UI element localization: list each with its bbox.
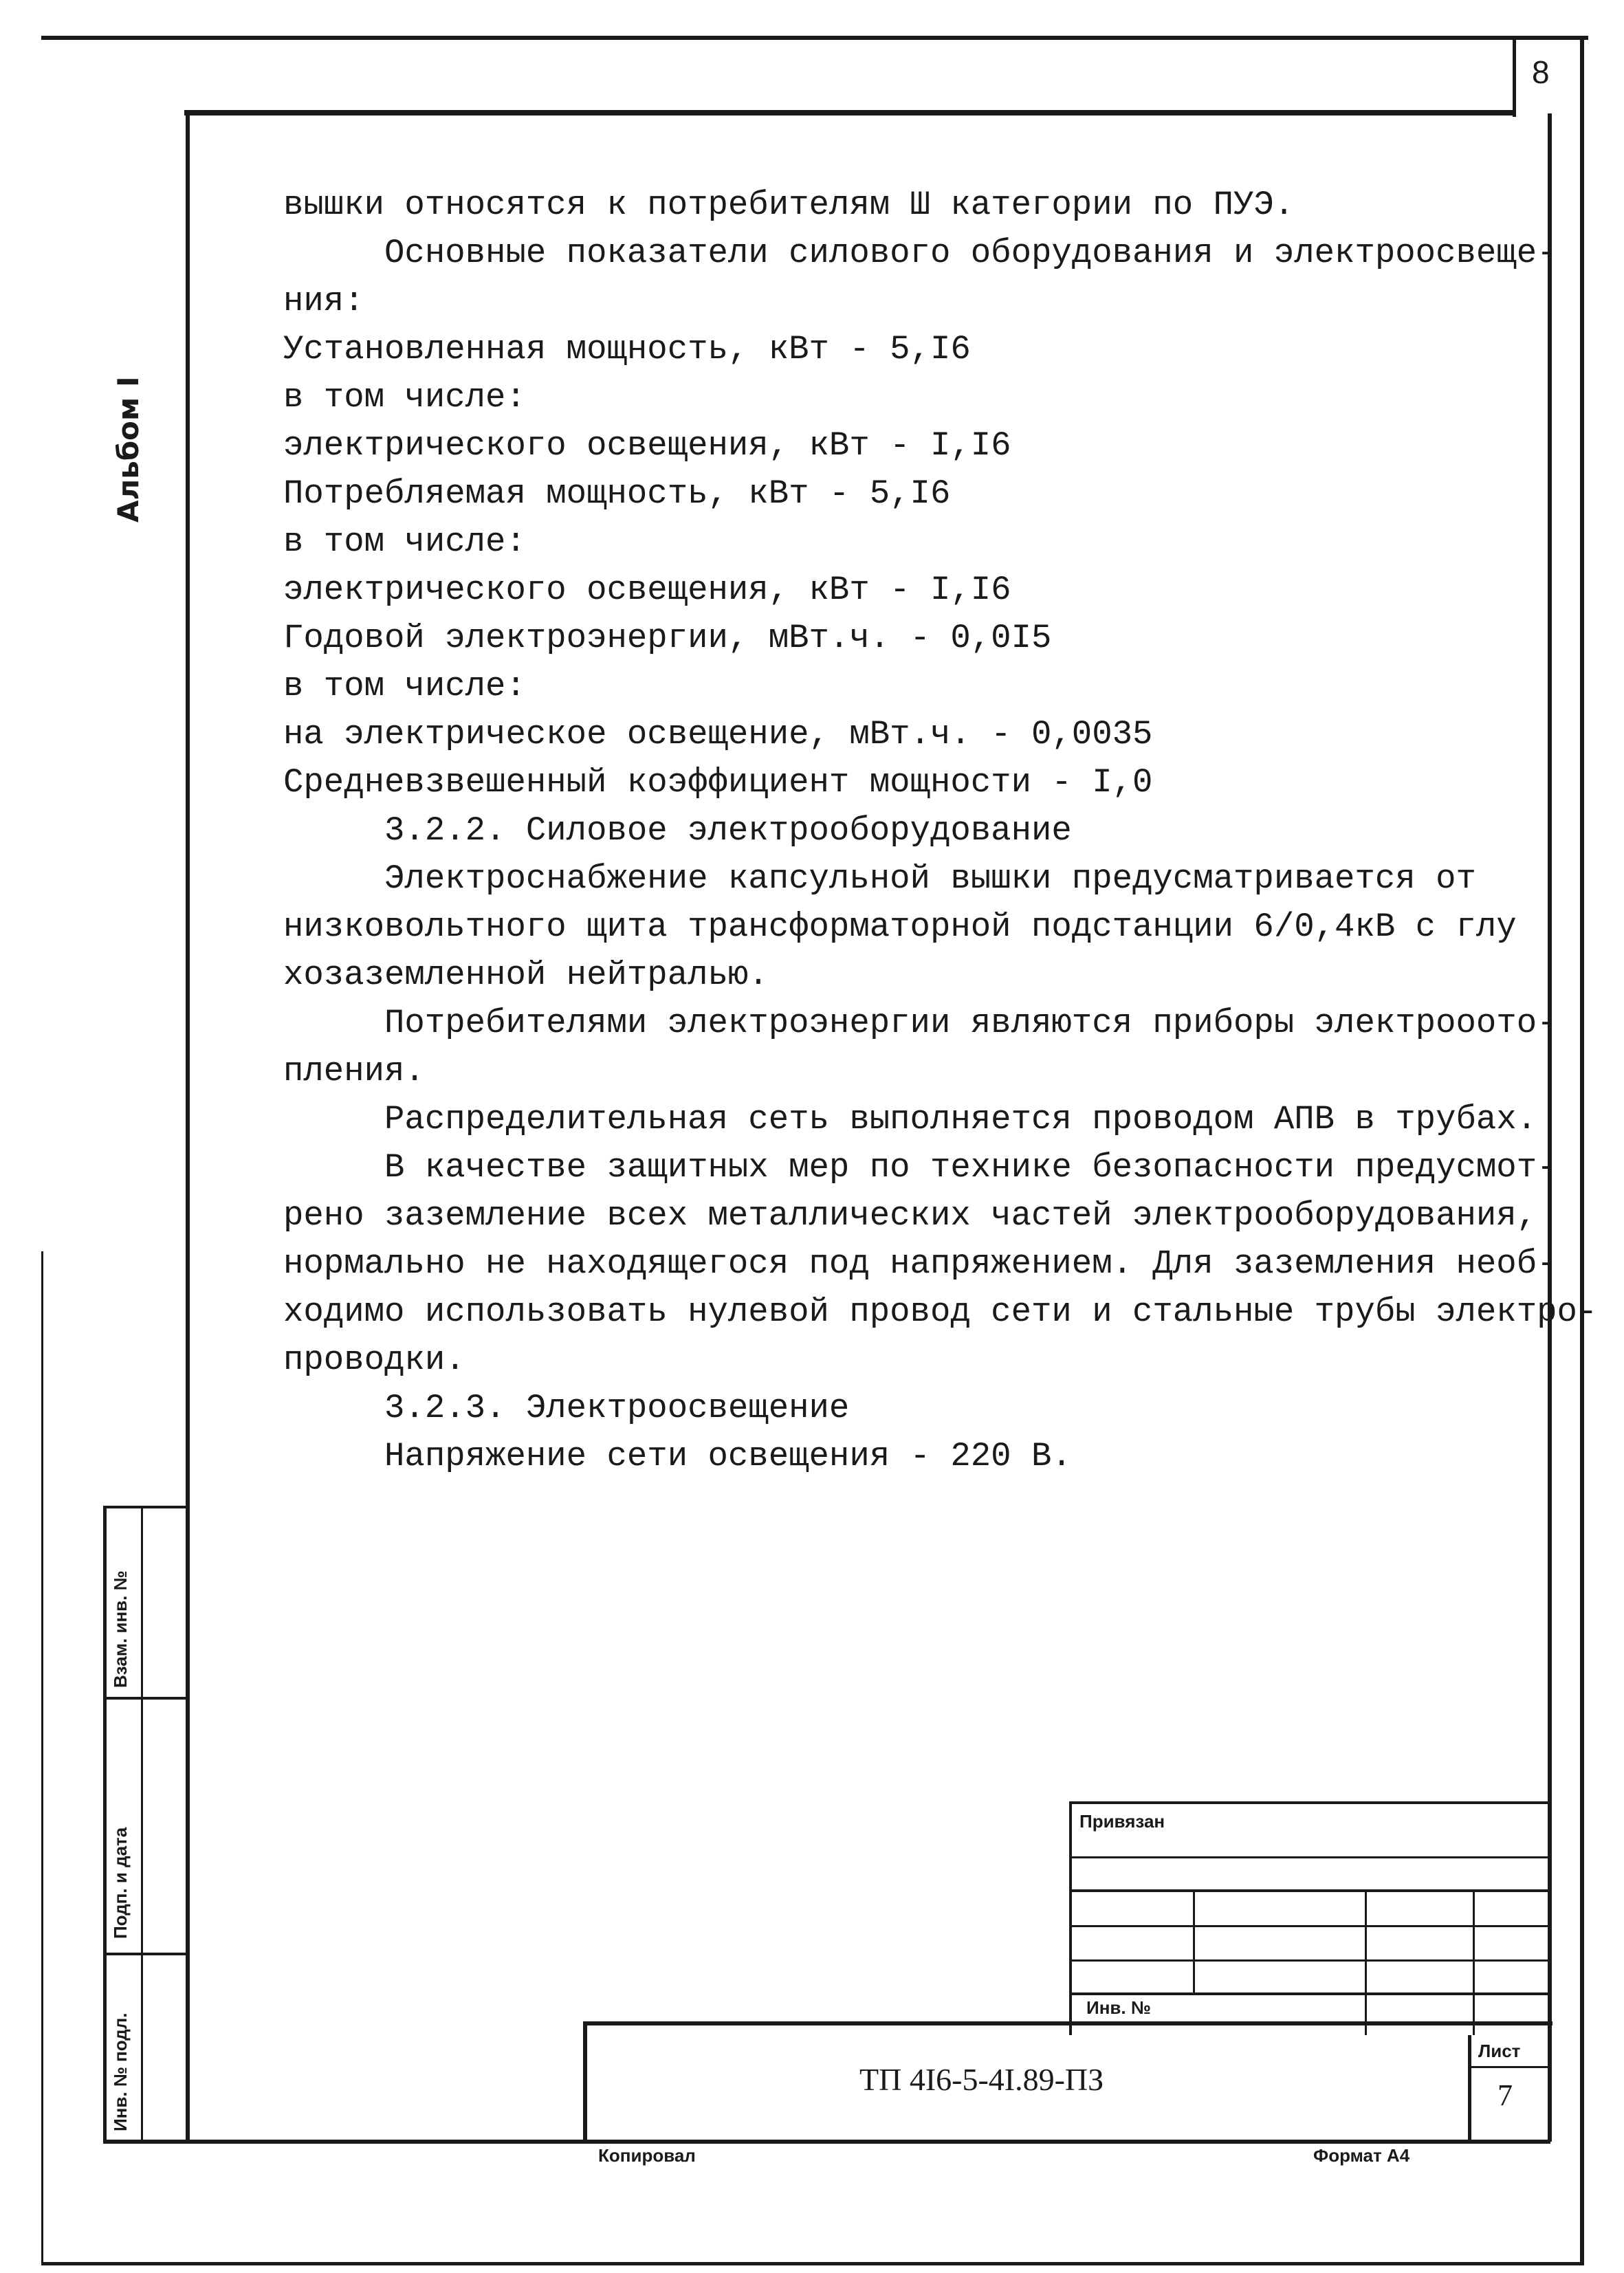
document-body — [283, 181, 1597, 1480]
frame-left — [186, 110, 190, 2142]
text-line: Основные показатели силового оборудования и электроосвеще- — [283, 234, 1557, 272]
stamp-vzam-inv: Взам. инв. № — [110, 1570, 131, 1688]
text-line: ходимо использовать нулевой провод сети и стальные трубы электро- — [283, 1293, 1598, 1331]
format-label: Формат А4 — [1313, 2145, 1410, 2166]
text-line: Электроснабжение капсульной вышки предусматривается от — [283, 859, 1476, 898]
text-line: нормально не находящегося под напряжением. Для заземления необ- — [283, 1244, 1557, 1283]
outer-left-border — [41, 1251, 43, 2263]
text-line: В качестве защитных мер по технике безопасности предусмот- — [283, 1148, 1557, 1187]
privyazan-label: Привязан — [1079, 1811, 1165, 1832]
text-line: на электрическое освещение, мВт.ч. - 0,0035 — [283, 715, 1153, 754]
outer-top-border — [41, 36, 1588, 40]
stamp-inner-line — [141, 1506, 143, 2142]
stamp-divider-2 — [103, 1953, 189, 1955]
frame-bottom — [103, 2140, 1550, 2144]
text-line: в том числе: — [283, 667, 526, 705]
sheet-number: 7 — [1497, 2078, 1513, 2112]
sheet-label-divider — [1468, 2066, 1550, 2068]
text-line: Напряжение сети освещения - 220 В. — [283, 1437, 1072, 1475]
copied-by-label: Копировал — [598, 2145, 696, 2166]
privyazan-block-top — [1069, 1801, 1550, 1804]
text-line: Потребителями электроэнергии являются приборы электрооото- — [283, 1004, 1557, 1042]
privyazan-row-line-1 — [1069, 1856, 1550, 1858]
frame-top — [184, 110, 1516, 116]
privyazan-col-line-3 — [1473, 1889, 1475, 2035]
page-number: 8 — [1532, 54, 1550, 90]
document-code: ТП 4I6-5-4I.89-ПЗ — [859, 2062, 1104, 2097]
text-line: хозаземленной нейтралью. — [283, 956, 769, 994]
text-line: Годовой электроэнергии, мВт.ч. - 0,0I5 — [283, 619, 1052, 657]
stamp-podp-data: Подп. и дата — [110, 1827, 131, 1939]
text-line: в том числе: — [283, 523, 526, 561]
title-block-sheet-divider — [1468, 2035, 1471, 2142]
privyazan-row-line-3 — [1069, 1925, 1550, 1927]
album-title: Альбом I — [111, 376, 145, 523]
section-heading: 3.2.3. Электроосвещение — [283, 1389, 850, 1427]
title-block-top — [583, 2021, 1552, 2025]
privyazan-col-line-1 — [1193, 1889, 1195, 1992]
text-line: в том числе: — [283, 378, 526, 417]
privyazan-col-line-2 — [1365, 1889, 1367, 2035]
text-line: Распределительная сеть выполняется проводом АПВ в трубах. — [283, 1100, 1537, 1139]
stamp-inv-podl: Инв. № подл. — [110, 2012, 131, 2131]
privyazan-row-line-5 — [1069, 1992, 1550, 1995]
page-number-box-left — [1513, 38, 1516, 117]
text-line: электрического освещения, кВт - I,I6 — [283, 571, 1011, 609]
text-line: вышки относятся к потребителям Ш категории по ПУЭ. — [283, 186, 1295, 224]
sheet-label: Лист — [1478, 2041, 1521, 2061]
text-line: низковольтного щита трансформаторной подстанции 6/0,4кВ с глу — [283, 908, 1517, 946]
text-line: электрического освещения, кВт - I,I6 — [283, 426, 1011, 465]
section-heading: 3.2.2. Силовое электрооборудование — [283, 811, 1072, 850]
outer-bottom-border — [41, 2262, 1584, 2265]
text-line: рено заземление всех металлических частей электрооборудования, — [283, 1196, 1537, 1235]
inv-no-label: Инв. № — [1086, 1997, 1151, 2018]
text-line: Потребляемая мощность, кВт - 5,I6 — [283, 474, 951, 513]
stamp-divider-1 — [103, 1697, 189, 1700]
text-line: ния: — [283, 282, 364, 320]
privyazan-row-line-4 — [1069, 1959, 1550, 1962]
text-line: Установленная мощность, кВт - 5,I6 — [283, 330, 971, 369]
text-line: Средневзвешенный коэффициент мощности - I,0 — [283, 763, 1153, 802]
privyazan-row-line-2 — [1069, 1889, 1550, 1892]
title-block-left — [583, 2021, 587, 2142]
text-line: пления. — [283, 1052, 425, 1090]
text-line: проводки. — [283, 1341, 465, 1379]
stamp-strip-left — [103, 1506, 107, 2142]
stamp-strip-top — [103, 1506, 189, 1508]
privyazan-block-left — [1069, 1801, 1072, 2035]
